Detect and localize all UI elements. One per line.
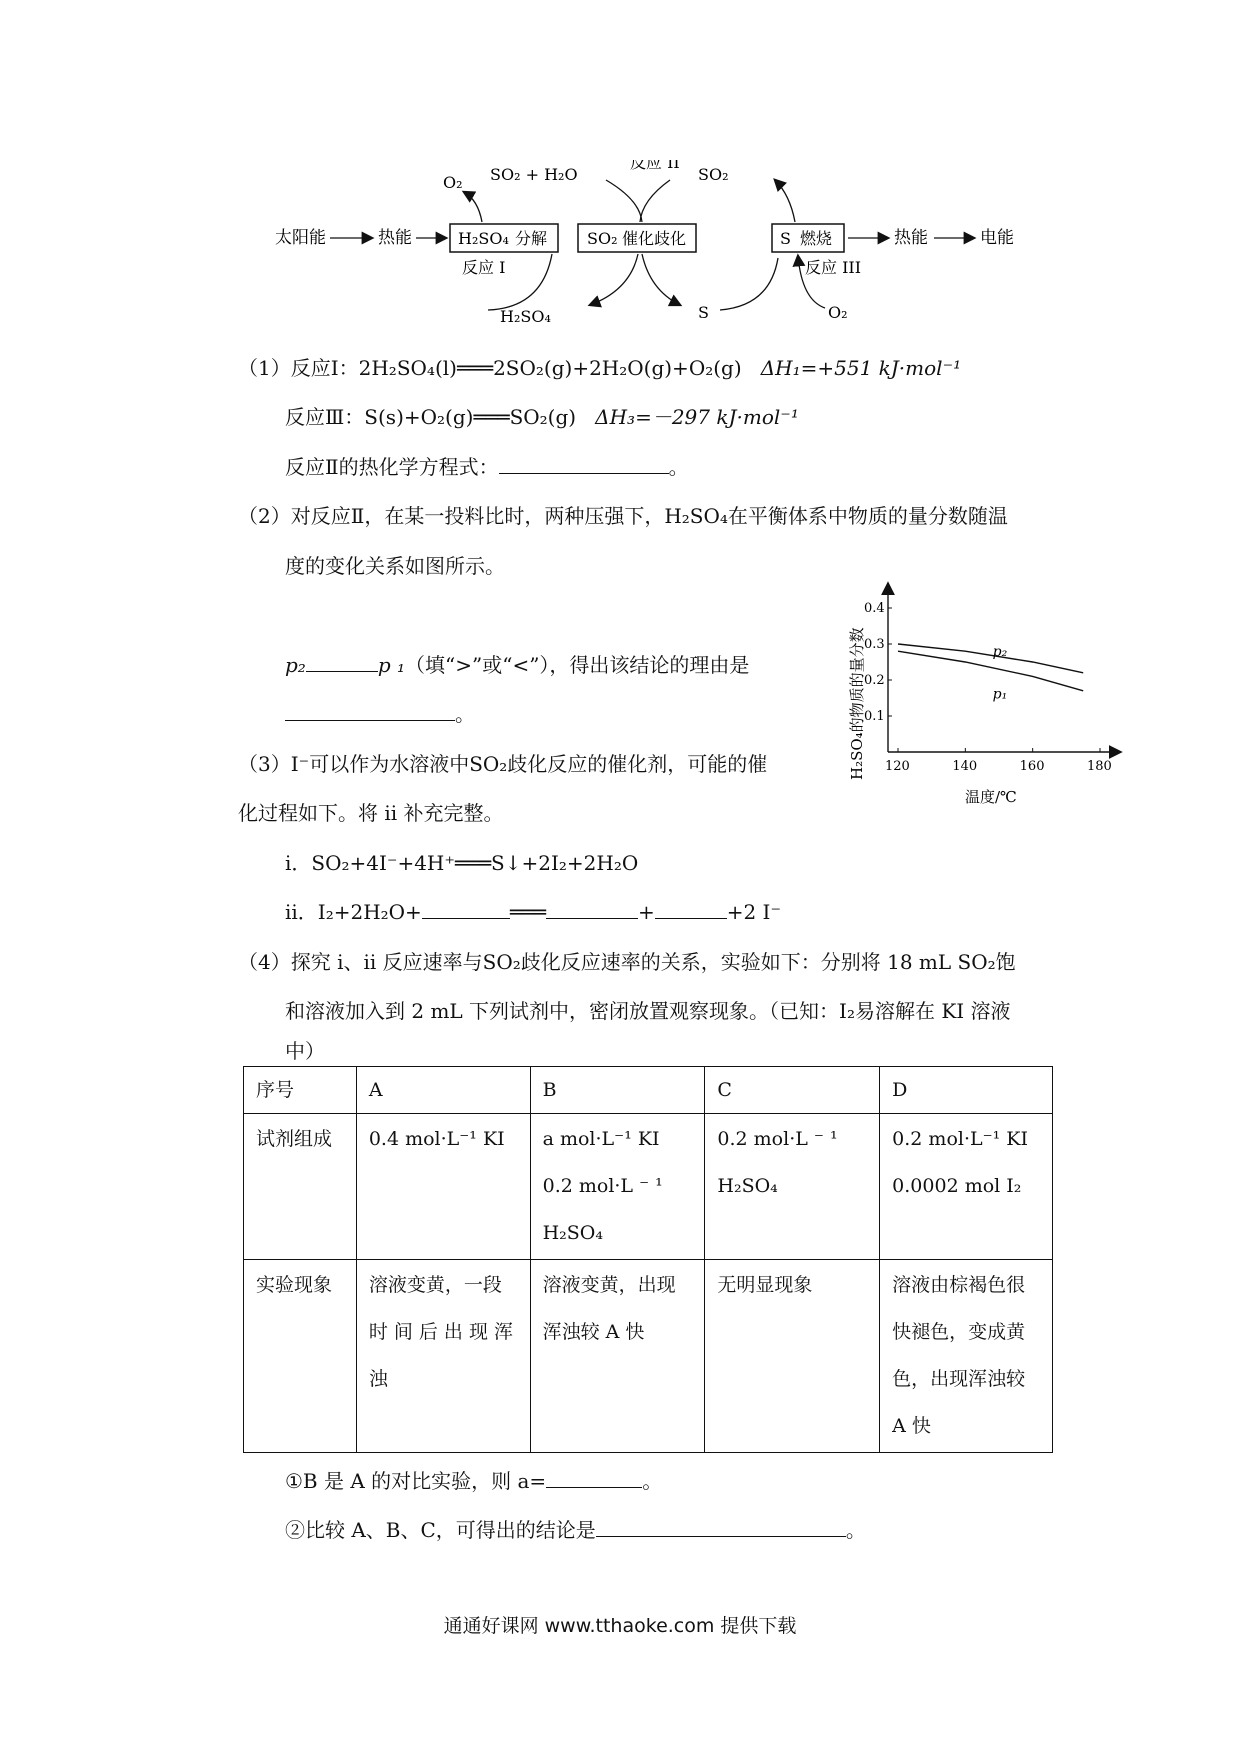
obs-cell-c (705, 1260, 880, 1453)
q1-r1-dh: ΔH₁=+551 kJ·mol⁻¹ (760, 356, 962, 380)
q2-text2: 度的变化关系如图所示。 (285, 554, 505, 578)
reagent-cell-a (356, 1114, 530, 1260)
cell-text: 浑浊较 A 快 (542, 1321, 645, 1343)
x-tick-label: 180 (1087, 759, 1112, 774)
reaction2-label: 反应 II (630, 160, 680, 172)
x-tick-label: 140 (952, 759, 978, 774)
header-cell: A (356, 1067, 530, 1114)
header-cell: C (705, 1067, 880, 1114)
row-label-observation: 实验现象 (244, 1260, 357, 1453)
cell-text: 0.2 mol·L ⁻ ¹ (542, 1175, 663, 1197)
q4-line1 (238, 948, 1016, 976)
obs-cell-a (356, 1260, 530, 1453)
cell-text: H₂SO₄ (542, 1222, 604, 1244)
q3-line1 (238, 750, 767, 778)
cell-text: 快褪色，变成黄 (892, 1321, 1026, 1343)
q4-conclusion-blank[interactable] (596, 1516, 846, 1537)
q3-step-i (285, 849, 638, 877)
q4-text1: 探究 i、ii 反应速率与SO₂歧化反应速率的关系，实验如下：分别将 18 mL SO₂饱 (290, 950, 1016, 974)
q2-p1: p ₁ (377, 653, 406, 677)
arrow-so2-out (775, 180, 795, 222)
q2-compare-blank[interactable] (306, 651, 378, 672)
curve-so2-in (606, 180, 642, 222)
electric-label: 电能 (980, 228, 1014, 248)
heat1-label: 热能 (378, 228, 412, 248)
so2-top-label: SO₂ (698, 165, 729, 184)
series-label-p2: p₂ (992, 644, 1008, 660)
q4-line2 (285, 997, 1011, 1025)
q2-line1 (238, 502, 1008, 530)
mole-fraction-chart (840, 580, 1130, 810)
reaction3-label: 反应 III (805, 258, 862, 277)
reaction1-label: 反应 I (462, 258, 506, 277)
box3-action: 燃烧 (800, 229, 833, 248)
q4-sub2 (285, 1516, 866, 1544)
box2-formula: SO₂ (587, 229, 618, 248)
flow-svg (250, 160, 1050, 330)
q1-answer-blank[interactable] (499, 453, 669, 474)
q1-label: （1） (238, 356, 291, 380)
q1-r3-dh: ΔH₃=－297 kJ·mol⁻¹ (595, 405, 799, 429)
cell-text: a mol·L⁻¹ KI (542, 1128, 660, 1150)
box3-formula: S (780, 229, 791, 248)
cell-text: 无明显现象 (717, 1274, 813, 1296)
q1-line3 (285, 453, 689, 481)
box1-formula: H₂SO₄ (458, 229, 509, 248)
q2-end: 。 (455, 702, 475, 726)
cell-text: 时 间 后 出 现 浑 (368, 1321, 514, 1343)
q3-blank-2[interactable] (546, 898, 638, 919)
q1-line2 (285, 403, 799, 431)
heat2-label: 热能 (894, 228, 928, 248)
q4-sub1-end: 。 (642, 1469, 663, 1493)
q1-line1 (238, 354, 961, 382)
obs-cell-b (530, 1260, 705, 1453)
q1-r3-eq: S(s)+O₂(g)═══SO₂(g) (364, 405, 577, 429)
reagent-cell-d (880, 1114, 1053, 1260)
cell-text: H₂SO₄ (717, 1175, 778, 1197)
q1-r1-eq: 2H₂SO₄(l)═══2SO₂(g)+2H₂O(g)+O₂(g) (358, 356, 742, 380)
cell-text: 浊 (368, 1368, 388, 1390)
q4-label: （4） (238, 950, 291, 974)
header-cell: 序号 (244, 1067, 357, 1114)
reagent-cell-b (530, 1114, 705, 1260)
q2-line2 (285, 552, 505, 580)
curve-s-to-box3 (720, 258, 778, 310)
q3-text2: 化过程如下。将 ii 补充完整。 (238, 801, 504, 825)
obs-cell-d (880, 1260, 1053, 1453)
q3-step-ii (285, 898, 781, 926)
q3-step-ii-eq: ═══ (509, 900, 546, 924)
chart-ylabel: H₂SO₄的物质的量分数 (848, 627, 866, 780)
experiment-table (243, 1066, 1053, 1453)
q2-line3 (285, 651, 749, 679)
y-tick-label: 0.1 (864, 709, 885, 724)
q4-text3: 中） (285, 1039, 325, 1063)
q3-step-ii-end: +2 I⁻ (726, 900, 781, 924)
cell-text: 溶液由棕褐色很 (892, 1274, 1026, 1296)
header-cell: D (880, 1067, 1053, 1114)
page-footer: 通通好课网 www.tthaoke.com 提供下载 (443, 1615, 797, 1637)
curve-so2-in-2 (640, 180, 670, 222)
arrow-s-out (642, 254, 680, 305)
q1-r2-prompt: 反应Ⅱ的热化学方程式： (285, 455, 499, 479)
reagent-cell-c (705, 1114, 880, 1260)
h2so4-out-label: H₂SO₄ (500, 307, 551, 326)
q2-hint: （填“>”或“<”），得出该结论的理由是 (405, 653, 750, 677)
box1-action: 分解 (515, 229, 548, 248)
o2-out-label: O₂ (443, 173, 463, 192)
chart-svg (840, 580, 1130, 810)
x-tick-label: 120 (885, 759, 910, 774)
cell-text: 0.0002 mol I₂ (892, 1175, 1022, 1197)
series-label-p1: p₁ (992, 686, 1008, 703)
table-row-reagent (244, 1114, 1053, 1260)
reaction-flow-diagram (250, 160, 1050, 330)
y-tick-label: 0.3 (864, 637, 885, 652)
cell-text: 0.2 mol·L⁻¹ KI (892, 1128, 1029, 1150)
q3-step-ii-plus: + (637, 900, 655, 924)
q4-text2: 和溶液加入到 2 mL 下列试剂中，密闭放置观察现象。（已知：I₂易溶解在 KI 溶液 (285, 999, 1011, 1023)
q4-sub2-text: ②比较 A、B、C，可得出的结论是 (285, 1518, 596, 1542)
arrow-h2so4-out (590, 254, 638, 305)
q3-text1: I⁻可以作为水溶液中SO₂歧化反应的催化剂，可能的催 (290, 752, 768, 776)
q2-reason-blank[interactable] (285, 700, 455, 721)
q2-label: （2） (238, 504, 291, 528)
q4-line3 (285, 1037, 325, 1065)
cell-text: 0.4 mol·L⁻¹ KI (368, 1128, 505, 1150)
y-tick-label: 0.2 (864, 673, 885, 688)
table-row-observation (244, 1260, 1053, 1453)
so2-h2o-label: SO₂ + H₂O (490, 165, 578, 184)
q1-r1-name: 反应Ⅰ： (290, 356, 359, 380)
cell-text: A 快 (892, 1415, 931, 1437)
series-line-p2 (898, 644, 1083, 673)
x-tick-label: 160 (1019, 759, 1045, 774)
row-label-reagent: 试剂组成 (244, 1114, 357, 1260)
q4-sub1-text: ①B 是 A 的对比实验，则 a= (285, 1469, 547, 1493)
q3-step-i-text: i．SO₂+4I⁻+4H⁺═══S↓+2I₂+2H₂O (285, 851, 639, 875)
arrow-o2-out (464, 192, 482, 222)
q1-r3-name: 反应Ⅲ： (285, 405, 365, 429)
q4-a-blank[interactable] (546, 1467, 642, 1488)
q1-end: 。 (668, 455, 689, 479)
s-out-label: S (698, 303, 709, 322)
q2-line4 (285, 700, 475, 728)
solar-label: 太阳能 (275, 228, 326, 248)
cell-text: 色，出现浑浊较 (892, 1368, 1026, 1390)
box2-action: 催化歧化 (622, 229, 687, 248)
header-cell: B (530, 1067, 705, 1114)
series-line-p1 (898, 651, 1083, 691)
q3-blank-3[interactable] (655, 898, 727, 919)
q3-line2 (238, 799, 504, 827)
y-tick-label: 0.4 (864, 601, 885, 616)
q2-p2: p₂ (285, 653, 306, 677)
q3-blank-1[interactable] (422, 898, 510, 919)
table-header-row (244, 1067, 1053, 1114)
chart-xlabel: 温度/℃ (965, 788, 1017, 806)
q4-sub1 (285, 1467, 662, 1495)
q4-sub2-end: 。 (845, 1518, 866, 1542)
q2-text1: 对反应Ⅱ，在某一投料比时，两种压强下，H₂SO₄在平衡体系中物质的量分数随温 (290, 504, 1008, 528)
q3-step-ii-a: ii．I₂+2H₂O+ (285, 900, 422, 924)
cell-text: 0.2 mol·L ⁻ ¹ (717, 1128, 838, 1150)
cell-text: 溶液变黄，出现 (542, 1274, 676, 1296)
cell-text: 溶液变黄，一段 (368, 1274, 502, 1296)
q3-label: （3） (238, 752, 291, 776)
o2-in-label: O₂ (828, 303, 848, 322)
